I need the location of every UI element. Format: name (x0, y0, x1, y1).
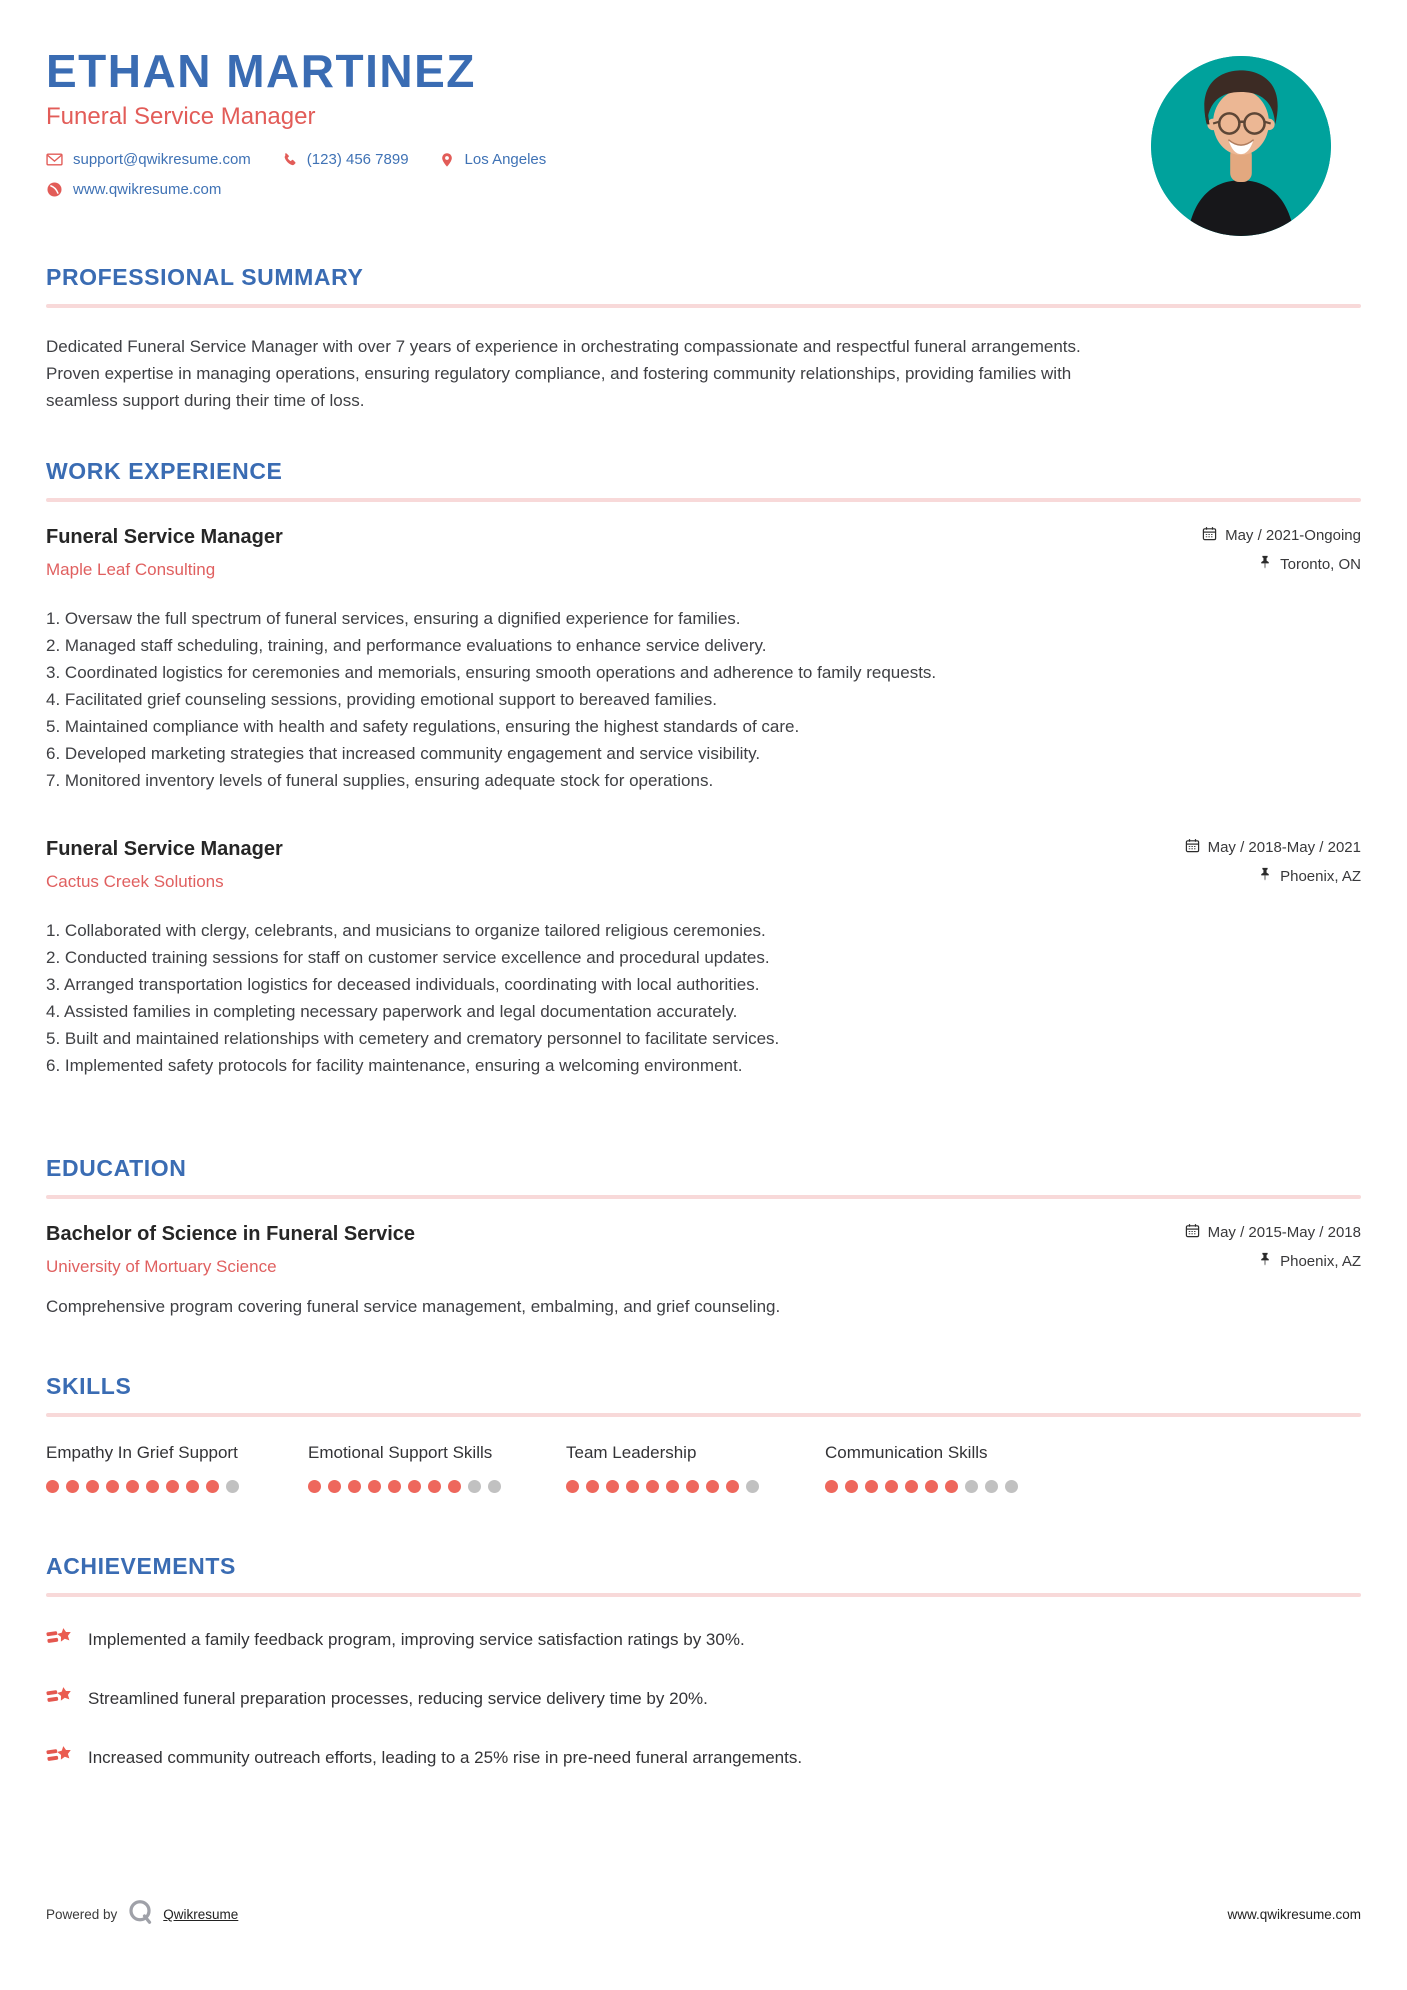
skill-dot (468, 1480, 481, 1493)
education-meta (1185, 1223, 1361, 1280)
job-bullet: Collaborated with clergy, celebrants, and musicians to organize tailored religious ceremonies. (64, 921, 766, 940)
skill-dot (328, 1480, 341, 1493)
phone-icon (281, 152, 297, 168)
skill-dot (686, 1480, 699, 1493)
skill-label: Empathy In Grief Support (46, 1443, 238, 1462)
section-divider (46, 498, 1361, 502)
skill-item (46, 1443, 308, 1493)
skill-dot (905, 1480, 918, 1493)
job-entry (46, 838, 1361, 1079)
skill-rating (46, 1480, 308, 1493)
skill-dot (186, 1480, 199, 1493)
job-bullet: Conducted training sessions for staff on customer service excellence and procedural updates. (64, 948, 770, 967)
job-date-row (1202, 526, 1361, 545)
pushpin-icon (1258, 867, 1272, 885)
location-text: Los Angeles (464, 151, 547, 168)
skill-dot (885, 1480, 898, 1493)
job-entry (46, 526, 1361, 794)
school-name: University of Mortuary Science (46, 1257, 277, 1276)
job-head (46, 526, 1361, 583)
skill-dot (945, 1480, 958, 1493)
section-education (46, 1155, 1361, 1317)
skill-label: Team Leadership (566, 1443, 697, 1462)
calendar-icon (1185, 1223, 1200, 1242)
skill-dot (646, 1480, 659, 1493)
person-name: ETHAN MARTINEZ (46, 45, 476, 97)
envelope-icon (46, 151, 63, 168)
email-link[interactable] (46, 151, 251, 168)
section-divider (46, 1593, 1361, 1597)
skill-dot (206, 1480, 219, 1493)
job-bullet: Built and maintained relationships with cemetery and crematory personnel to facilitate services. (64, 1029, 780, 1048)
job-meta (1185, 838, 1361, 895)
job-bullet: Facilitated grief counseling sessions, providing emotional support to bereaved families. (64, 690, 717, 709)
skill-dot (86, 1480, 99, 1493)
footer (46, 1897, 1361, 1932)
education-entry (46, 1223, 1361, 1317)
avatar (1151, 56, 1331, 236)
job-company: Cactus Creek Solutions (46, 872, 224, 891)
footer-website[interactable]: www.qwikresume.com (1227, 1907, 1361, 1922)
achievement-item (46, 1683, 1361, 1715)
skill-dot (726, 1480, 739, 1493)
experience-heading: WORK EXPERIENCE (46, 458, 283, 484)
skill-dot (448, 1480, 461, 1493)
phone-text: (123) 456 7899 (306, 151, 409, 168)
website-link[interactable] (46, 181, 221, 198)
job-bullet-list (46, 605, 1361, 794)
skill-rating (308, 1480, 566, 1493)
skill-dot (46, 1480, 59, 1493)
calendar-icon (1202, 526, 1217, 545)
section-divider (46, 1195, 1361, 1199)
achievement-item (46, 1742, 1361, 1774)
education-heading: EDUCATION (46, 1155, 187, 1181)
skill-dot (845, 1480, 858, 1493)
calendar-icon (1185, 838, 1200, 857)
qwikresume-link[interactable]: Qwikresume (163, 1907, 239, 1922)
job-bullet: Oversaw the full spectrum of funeral services, ensuring a dignified experience for families. (64, 609, 741, 628)
job-meta (1202, 526, 1361, 583)
skill-dot (865, 1480, 878, 1493)
education-date-row (1185, 1223, 1361, 1242)
skill-dot (166, 1480, 179, 1493)
job-bullet: Maintained compliance with health and safety regulations, ensuring the highest standards of care. (64, 717, 800, 736)
job-title: Funeral Service Manager (46, 526, 283, 548)
award-ribbon-icon (46, 1683, 73, 1715)
award-ribbon-icon (46, 1742, 73, 1774)
avatar-illustration (1151, 56, 1331, 236)
job-bullet-list (46, 917, 1361, 1079)
skill-dot (106, 1480, 119, 1493)
skill-dot (428, 1480, 441, 1493)
section-achievements (46, 1553, 1361, 1774)
skill-dot (985, 1480, 998, 1493)
section-divider (46, 304, 1361, 308)
globe-icon (46, 181, 63, 198)
skills-grid (46, 1443, 1361, 1493)
job-bullet: Managed staff scheduling, training, and performance evaluations to enhance service delivery. (64, 636, 767, 655)
skill-dot (388, 1480, 401, 1493)
job-bullet: Assisted families in completing necessary paperwork and legal documentation accurately. (63, 1002, 738, 1021)
job-location: Phoenix, AZ (1280, 867, 1361, 885)
phone-link[interactable] (281, 151, 409, 168)
achievements-heading: ACHIEVEMENTS (46, 1553, 236, 1579)
skill-item (308, 1443, 566, 1493)
job-location-row (1185, 867, 1361, 885)
award-ribbon-icon (46, 1624, 73, 1656)
qwikresume-logo-icon (125, 1897, 155, 1932)
skill-item (566, 1443, 825, 1493)
email-text: support@qwikresume.com (73, 151, 251, 168)
skill-dot (666, 1480, 679, 1493)
skill-dot (146, 1480, 159, 1493)
skill-dot (408, 1480, 421, 1493)
achievement-text: Implemented a family feedback program, improving service satisfaction ratings by 30%. (88, 1630, 745, 1649)
skill-label: Emotional Support Skills (308, 1443, 493, 1462)
skill-dot (348, 1480, 361, 1493)
skill-dot (606, 1480, 619, 1493)
skill-dot (488, 1480, 501, 1493)
skill-dot (226, 1480, 239, 1493)
achievement-text: Increased community outreach efforts, leading to a 25% rise in pre-need funeral arrangements. (88, 1748, 803, 1767)
skill-dot (586, 1480, 599, 1493)
job-location-row (1202, 555, 1361, 573)
education-head (46, 1223, 1361, 1280)
person-job-title: Funeral Service Manager (46, 103, 316, 130)
section-divider (46, 1413, 1361, 1417)
skill-dot (965, 1480, 978, 1493)
job-date: May / 2021-Ongoing (1225, 527, 1361, 544)
education-location: Phoenix, AZ (1280, 1252, 1361, 1270)
skill-rating (825, 1480, 1361, 1493)
map-pin-icon (439, 152, 455, 168)
skill-label: Communication Skills (825, 1443, 988, 1462)
job-bullet: Monitored inventory levels of funeral supplies, ensuring adequate stock for operations. (64, 771, 714, 790)
skill-dot (746, 1480, 759, 1493)
skill-dot (925, 1480, 938, 1493)
section-skills (46, 1373, 1361, 1493)
job-date-row (1185, 838, 1361, 857)
summary-heading: PROFESSIONAL SUMMARY (46, 264, 364, 290)
pushpin-icon (1258, 555, 1272, 573)
job-location: Toronto, ON (1280, 555, 1361, 573)
achievement-item (46, 1624, 1361, 1656)
section-work-experience (46, 458, 1361, 1079)
job-bullet: Implemented safety protocols for facility maintenance, ensuring a welcoming environment. (64, 1056, 743, 1075)
job-date: May / 2018-May / 2021 (1207, 839, 1361, 856)
skill-dot (825, 1480, 838, 1493)
job-head (46, 838, 1361, 895)
skill-rating (566, 1480, 825, 1493)
website-text: www.qwikresume.com (73, 181, 222, 198)
job-bullet: Developed marketing strategies that increased community engagement and service visibility. (64, 744, 761, 763)
job-bullet: Arranged transportation logistics for deceased individuals, coordinating with local authorities. (63, 975, 760, 994)
education-date: May / 2015-May / 2018 (1207, 1224, 1361, 1241)
skill-dot (1005, 1480, 1018, 1493)
skill-dot (66, 1480, 79, 1493)
skill-dot (308, 1480, 321, 1493)
skill-dot (126, 1480, 139, 1493)
skill-dot (368, 1480, 381, 1493)
job-company: Maple Leaf Consulting (46, 560, 216, 579)
skill-dot (706, 1480, 719, 1493)
achievement-text: Streamlined funeral preparation processes, reducing service delivery time by 20%. (88, 1689, 708, 1708)
location-item (439, 151, 547, 168)
footer-brand (46, 1897, 238, 1932)
summary-text: Dedicated Funeral Service Manager with over 7 years of experience in orchestrating compassionate and respectful funeral arrangements. Proven expertise in managing operations, ensuring regulatory compliance, and fostering community relationships, providing families with seamless support during their time of loss. (46, 337, 1081, 410)
powered-by-label: Powered by (46, 1907, 118, 1922)
education-description: Comprehensive program covering funeral service management, embalming, and grief counseling. (46, 1297, 781, 1316)
skill-item (825, 1443, 1361, 1493)
header (46, 45, 1361, 198)
job-bullet: Coordinated logistics for ceremonies and memorials, ensuring smooth operations and adherence to family requests. (64, 663, 937, 682)
skills-heading: SKILLS (46, 1373, 132, 1399)
job-title: Funeral Service Manager (46, 838, 283, 860)
education-location-row (1185, 1252, 1361, 1270)
section-professional-summary (46, 264, 1361, 414)
pushpin-icon (1258, 1252, 1272, 1270)
skill-dot (626, 1480, 639, 1493)
skill-dot (566, 1480, 579, 1493)
degree-title: Bachelor of Science in Funeral Service (46, 1223, 416, 1245)
